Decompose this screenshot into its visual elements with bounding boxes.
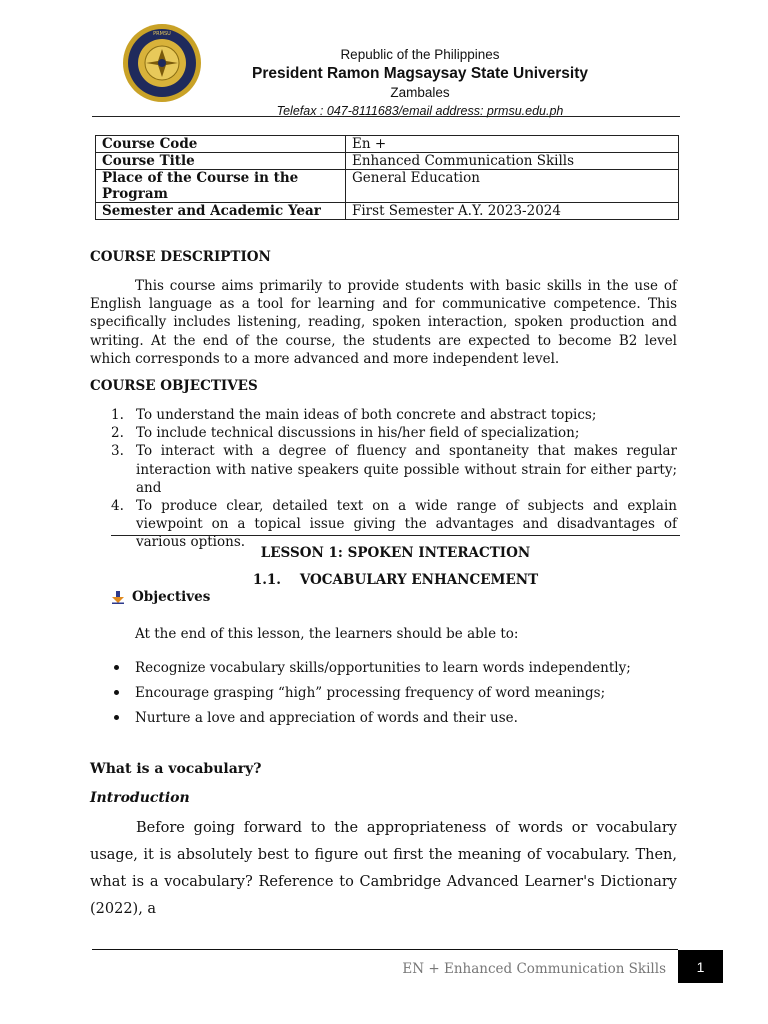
list-item: 2. To include technical discussions in his/her field of specialization; <box>111 425 580 442</box>
contact-line: Telefax : 047-8111683/email address: prmsu.edu.ph <box>276 104 564 118</box>
course-place-value: General Education <box>346 170 679 203</box>
footer-divider <box>92 949 678 950</box>
list-item: 4. To produce clear, detailed text on a wide range of subjects and explain viewpoint on a topical issue giving the advantages and disadvantages of various options. <box>111 498 677 551</box>
section-divider <box>111 535 680 536</box>
list-item: 1. To understand the main ideas of both concrete and abstract topics; <box>111 407 597 423</box>
svg-text:PRMSU: PRMSU <box>153 31 171 37</box>
page-header <box>0 0 768 120</box>
semester-value: First Semester A.Y. 2023-2024 <box>346 203 679 220</box>
table-row <box>96 170 679 203</box>
list-item: Nurture a love and appreciation of words and their use. <box>112 709 631 734</box>
university-name: President Ramon Magsaysay State University <box>252 65 588 82</box>
section-title: 1.1. VOCABULARY ENHANCEMENT <box>252 572 539 588</box>
introduction-heading: Introduction <box>90 790 190 806</box>
objectives-intro: At the end of this lesson, the learners should be able to: <box>135 626 519 642</box>
course-title-label: Course Title <box>96 153 346 170</box>
course-objectives-list <box>111 406 677 552</box>
table-row <box>96 136 679 153</box>
province-line: Zambales <box>390 85 450 100</box>
republic-line: Republic of the Philippines <box>340 47 500 62</box>
header-divider <box>92 116 680 117</box>
course-objectives-heading: COURSE OBJECTIVES <box>90 378 258 394</box>
introduction-text: Before going forward to the appropriateness of words or vocabulary usage, it is absolutely best to figure out first the meaning of vocabulary. Then, what is a vocabulary? Reference to Cambridge Advanced Learner's Dictionary (2022), a <box>90 820 677 917</box>
semester-label: Semester and Academic Year <box>96 203 346 220</box>
course-code-label: Course Code <box>96 136 346 153</box>
course-info-table <box>95 135 679 220</box>
course-description-heading: COURSE DESCRIPTION <box>90 249 271 265</box>
lesson-title: LESSON 1: SPOKEN INTERACTION <box>260 545 531 561</box>
university-seal-logo <box>122 23 202 103</box>
list-item: Encourage grasping “high” processing frequency of word meanings; <box>112 684 631 709</box>
course-code-value: En + <box>346 136 679 153</box>
course-title-value: Enhanced Communication Skills <box>346 153 679 170</box>
list-item: 3. To interact with a degree of fluency and spontaneity that makes regular interaction with native speakers quite possible without strain for either party; and <box>111 443 677 496</box>
footer-course: EN + Enhanced Communication Skills <box>402 961 666 977</box>
table-row <box>96 153 679 170</box>
down-arrow-bullet-icon <box>112 591 124 604</box>
objectives-heading: Objectives <box>112 589 210 605</box>
lesson-objectives-list <box>112 659 631 734</box>
list-item: Recognize vocabulary skills/opportunities to learn words independently; <box>112 659 631 684</box>
question-heading: What is a vocabulary? <box>90 761 262 777</box>
course-place-label: Place of the Course in the Program <box>96 170 346 203</box>
table-row <box>96 203 679 220</box>
course-description-text: This course aims primarily to provide students with basic skills in the use of English language as a tool for learning and for communicative competence. This specifically includes listening, reading, spoken interaction, spoken production and writing. At the end of the course, the students are expected to become B2 level which corresponds to a more advanced and more independent level. <box>90 278 677 367</box>
page-number: 1 <box>678 950 723 983</box>
